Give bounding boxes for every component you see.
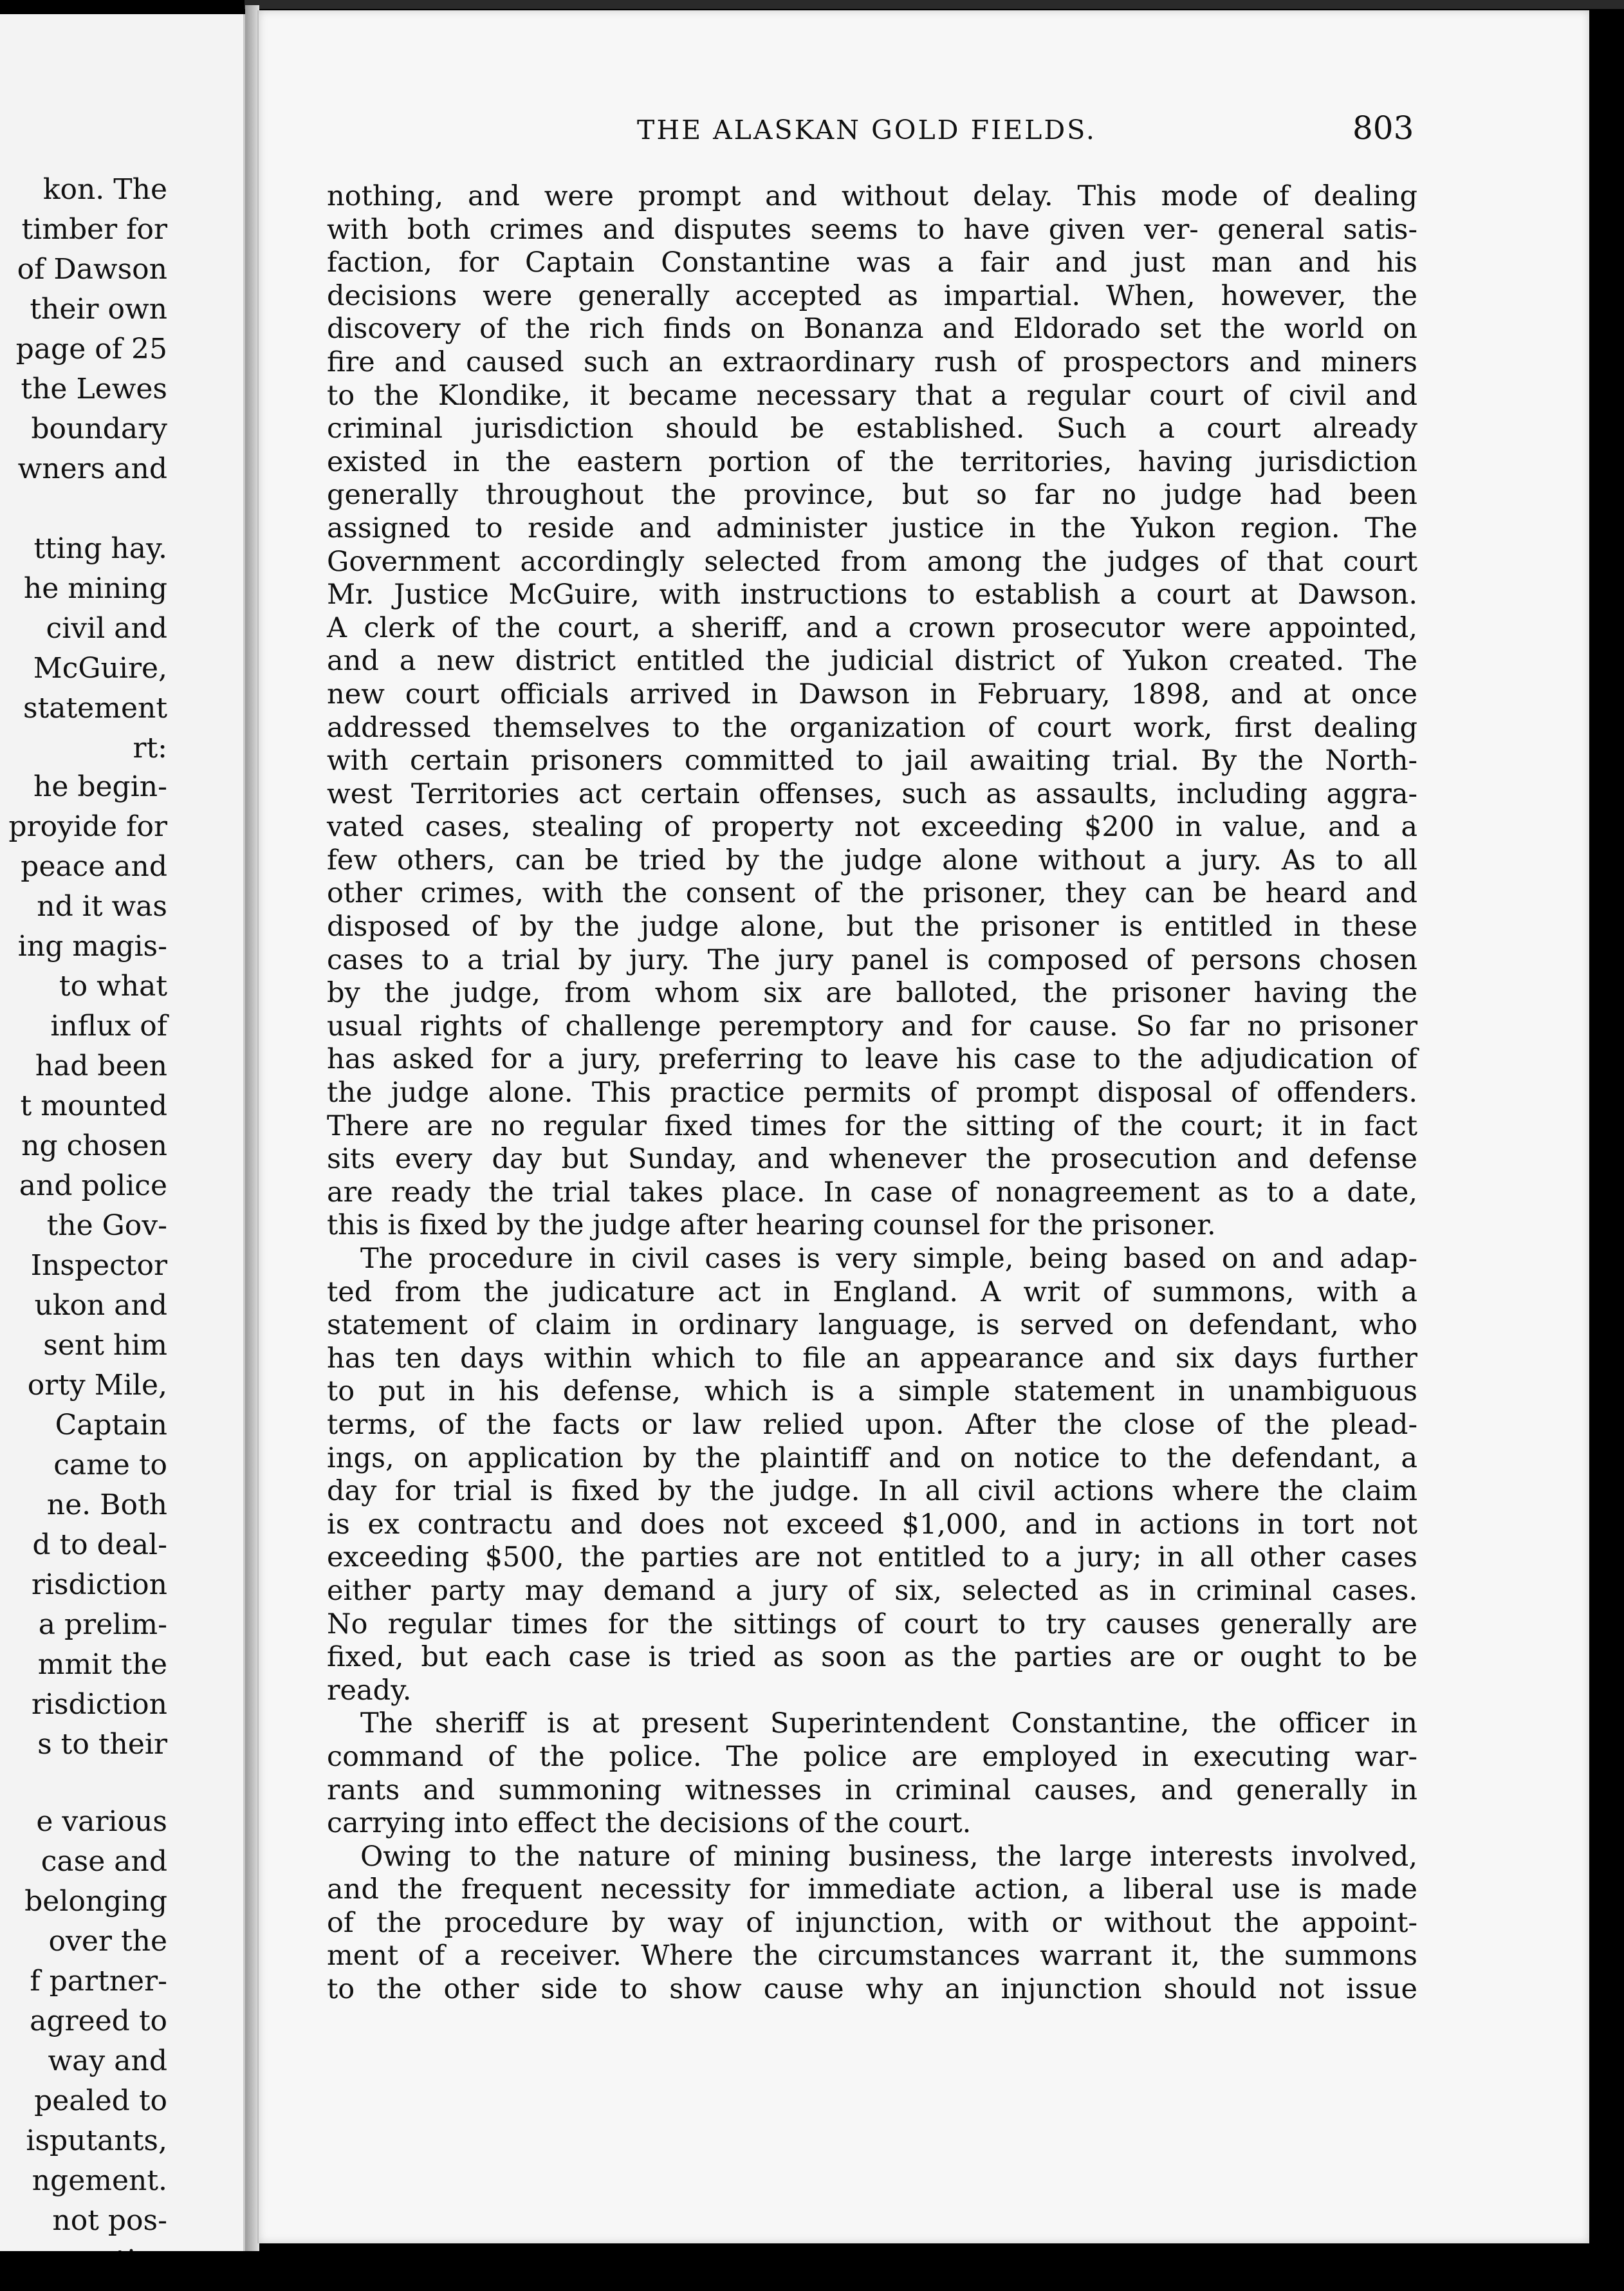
body-line: by the judge, from whom six are balloted, the prisoner having the [327,977,1417,1010]
body-line: and the frequent necessity for immediate action, a liberal use is made [327,1873,1417,1906]
body-line: has asked for a jury, preferring to leave his case to the adjudication of [327,1043,1417,1076]
top-edge-shadow [245,0,1624,9]
running-head: THE ALASKAN GOLD FIELDS. [637,115,1096,145]
left-page-line: page of 25 [15,333,167,366]
left-page-line: proyide for [8,810,167,843]
body-line: is ex contractu and does not exceed $1,000, and in actions in tort not [327,1508,1417,1541]
body-line: to put in his defense, which is a simple statement in unambiguous [327,1375,1417,1408]
left-page-line: McGuire, [33,652,167,685]
left-page-line: kon. The [42,173,167,206]
left-page-line: a prelim- [38,1608,167,1641]
left-page-line: ukon and [34,1289,167,1322]
body-line: with certain prisoners committed to jail awaiting trial. By the North- [327,745,1417,777]
body-line: fixed, but each case is tried as soon as the parties are or ought to be [327,1641,1417,1674]
bottom-edge [0,2251,1624,2291]
left-page-line: mmit the [37,1648,167,1681]
body-line: generally throughout the province, but so far no judge had been [327,479,1417,512]
body-line: rants and summoning witnesses in criminal causes, and generally in [327,1774,1417,1806]
left-page-line: and police [19,1169,167,1202]
left-page-line: ngement. [32,2164,167,2197]
body-line: nothing, and were prompt and without delay. This mode of dealing [327,180,1417,212]
body-line: usual rights of challenge peremptory and for cause. So far no prisoner [327,1010,1417,1043]
body-line: ready. [327,1674,412,1707]
left-page-line: Inspector [30,1249,167,1282]
left-page-line: ng chosen [21,1129,167,1162]
left-page-line: f partner- [30,1965,167,1998]
left-page-line: agreed to [30,2005,167,2037]
left-page-line: over the [48,1925,167,1958]
body-line: faction, for Captain Constantine was a fair and just man and his [327,246,1417,279]
left-page-line: boundary [31,413,167,445]
body-line: west Territories act certain offenses, such as assaults, including aggra- [327,777,1417,810]
body-line: this is fixed by the judge after hearing counsel for the prisoner. [327,1209,1216,1242]
left-page-line: timber for [21,213,167,246]
left-page-line: civil and [46,612,167,645]
left-page-line: d to deal- [32,1528,167,1561]
page-number: 803 [1352,109,1414,147]
body-text [327,180,1417,2007]
body-line: new court officials arrived in Dawson in February, 1898, and at once [327,678,1417,710]
body-line: addressed themselves to the organization of court work, first dealing [327,711,1417,744]
left-page-line: ne. Both [46,1489,167,1521]
left-page-line: pealed to [34,2084,167,2117]
left-page-line: nd it was [37,890,167,923]
body-line: The sheriff is at present Superintendent Constantine, the officer in [360,1707,1417,1740]
body-line: ted from the judicature act in England. A writ of summons, with a [327,1275,1417,1308]
body-line: carrying into effect the decisions of the court. [327,1807,972,1840]
body-line: sits every day but Sunday, and whenever the prosecution and defense [327,1143,1417,1176]
body-line: cases to a trial by jury. The jury panel is composed of persons chosen [327,943,1417,976]
left-page-line: of Dawson [17,253,167,286]
body-line: other crimes, with the consent of the prisoner, they can be heard and [327,877,1417,910]
body-line: Government accordingly selected from among the judges of that court [327,545,1417,578]
body-line: fire and caused such an extraordinary rush of prospectors and miners [327,346,1417,378]
body-line: either party may demand a jury of six, selected as in criminal cases. [327,1574,1417,1607]
body-line: with both crimes and disputes seems to have given ver- general satis- [327,213,1417,246]
body-line: to the Klondike, it became necessary that a regular court of civil and [327,379,1417,412]
body-line: of the procedure by way of injunction, with or without the appoint- [327,1906,1417,1939]
left-page-line: the Lewes [21,373,167,405]
body-line: The procedure in civil cases is very simple, being based on and adap- [360,1243,1417,1275]
body-line: existed in the eastern portion of the territories, having jurisdiction [327,445,1417,478]
left-page-line: to what [59,970,167,1003]
left-page-line: isputants, [26,2124,167,2157]
body-line: A clerk of the court, a sheriff, and a crown prosecutor were appointed, [327,611,1417,644]
left-page-line: orty Mile, [27,1369,167,1402]
left-page-fragment [0,14,245,2251]
body-line: the judge alone. This practice permits of prompt disposal of offenders. [327,1077,1417,1109]
left-page-line: not pos- [52,2204,167,2237]
body-line: discovery of the rich finds on Bonanza and Eldorado set the world on [327,313,1417,346]
body-line: decisions were generally accepted as impartial. When, however, the [327,279,1417,312]
body-line: ings, on application by the plaintiff and on notice to the defendant, a [327,1442,1417,1474]
body-line: There are no regular fixed times for the sitting of the court; it in fact [327,1109,1417,1142]
body-line: vated cases, stealing of property not exceeding $200 in value, and a [327,811,1417,844]
left-page-line: risdiction [31,1688,167,1721]
body-line: command of the police. The police are employed in executing war- [327,1740,1417,1773]
body-line: assigned to reside and administer justice in the Yukon region. The [327,512,1417,544]
left-page-line: rt: [133,732,167,765]
left-page-line: t mounted [20,1090,167,1122]
left-page-line: ing magis- [17,930,167,963]
left-page-line: belonging [24,1885,167,1918]
body-line: criminal jurisdiction should be established. Such a court already [327,413,1417,445]
left-page-line: e various [36,1805,167,1838]
body-line: exceeding $500, the parties are not entitled to a jury; in all other cases [327,1541,1417,1574]
left-page-line: statement [23,692,167,725]
body-line: and a new district entitled the judicial district of Yukon created. The [327,645,1417,678]
left-page-line: case and [41,1845,167,1878]
left-page-line: influx of [50,1010,167,1043]
left-page-line: sent him [43,1329,167,1362]
body-line: few others, can be tried by the judge alone without a jury. As to all [327,844,1417,877]
body-line: Mr. Justice McGuire, with instructions to establish a court at Dawson. [327,579,1417,611]
left-page-line: peace and [21,850,167,883]
left-page-line: risdiction [31,1568,167,1601]
left-page-line: came to [53,1449,167,1481]
left-page-line: tting hay. [33,532,167,565]
body-line: statement of claim in ordinary language, is served on defendant, who [327,1309,1417,1342]
left-page-line: way and [48,2045,167,2077]
left-page-line: Captain [55,1409,167,1442]
body-line: are ready the trial takes place. In case of nonagreement as to a date, [327,1176,1417,1209]
body-line: disposed of by the judge alone, but the prisoner is entitled in these [327,911,1417,943]
left-page-line: the Gov- [46,1209,167,1242]
left-page-line: he mining [23,572,167,605]
left-page-line: their own [30,293,167,326]
body-line: to the other side to show cause why an injunction should not issue [327,1973,1417,2006]
left-page-line: s to their [37,1728,167,1761]
left-page-line: had been [35,1050,167,1082]
body-line: ment of a receiver. Where the circumstances warrant it, the summons [327,1940,1417,1972]
left-page-line: he begin- [33,770,167,803]
body-line: Owing to the nature of mining business, the large interests involved, [360,1840,1417,1873]
body-line: has ten days within which to file an appearance and six days further [327,1342,1417,1375]
left-page-line: wners and [17,452,167,485]
body-line: day for trial is fixed by the judge. In all civil actions where the claim [327,1475,1417,1508]
body-line: No regular times for the sittings of court to try causes generally are [327,1608,1417,1640]
body-line: terms, of the facts or law relied upon. After the close of the plead- [327,1408,1417,1441]
